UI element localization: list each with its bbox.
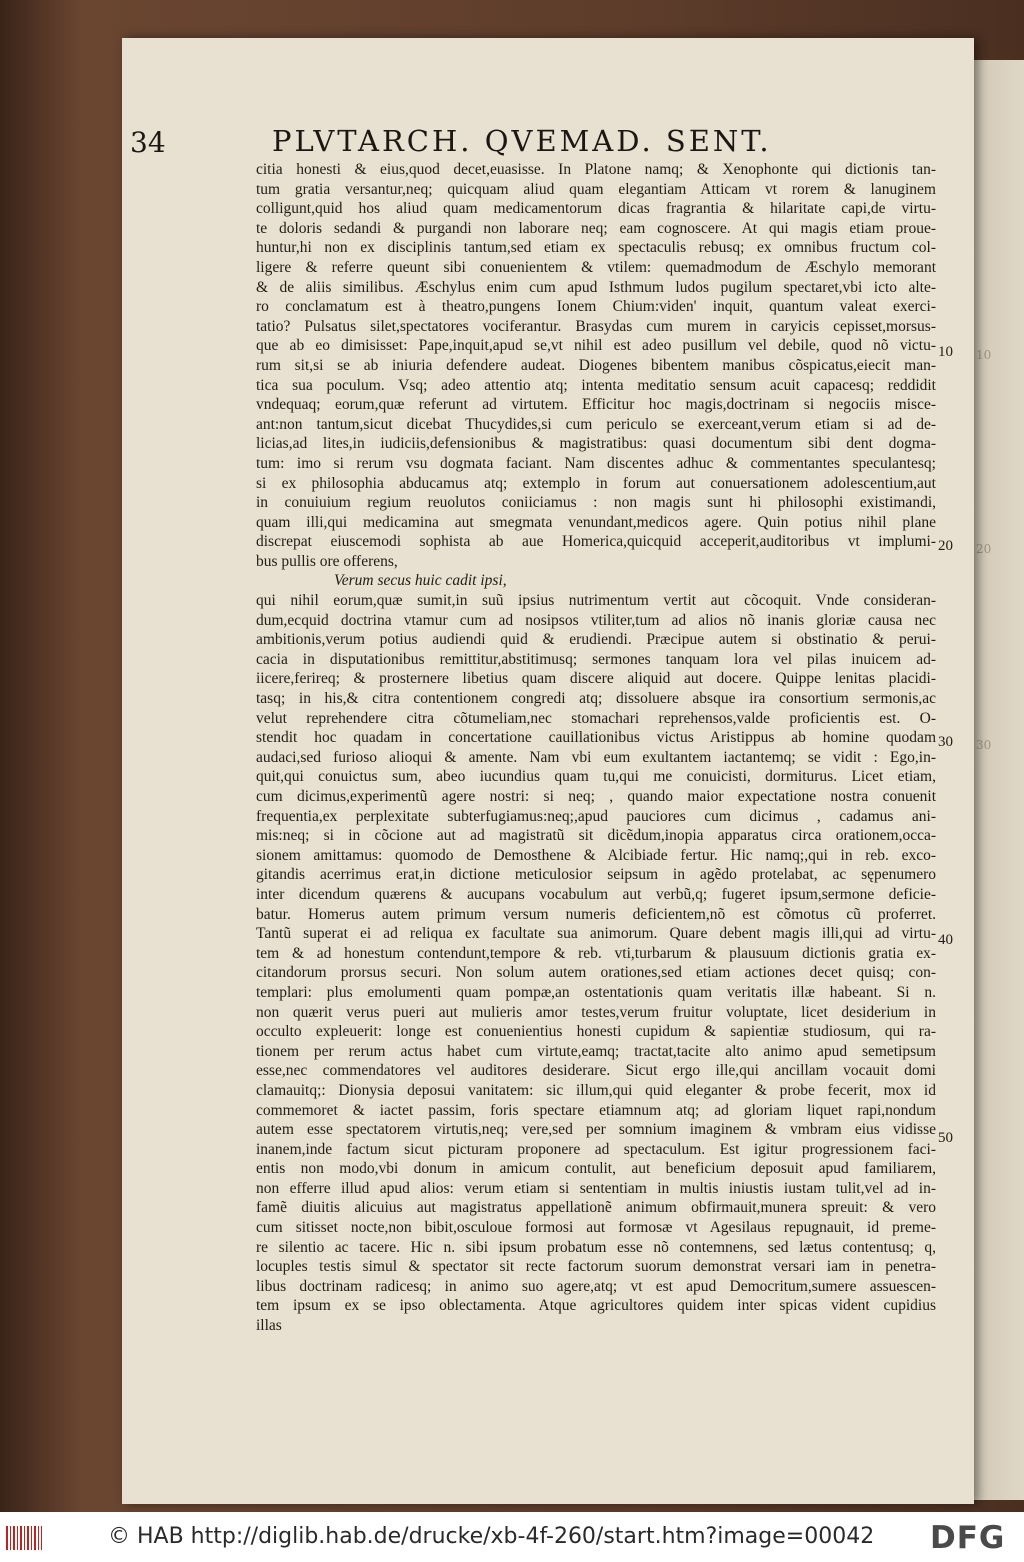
- text-line: autem esse spectatorem virtutis,neq; vere,sed per somnium imaginem & vmbram eius vidisse: [256, 1121, 936, 1139]
- text-line: quit,qui conuictus sum, abeo iucundius quam tu,qui me conuicisti, dormiturus. Licet etiam,: [256, 768, 936, 786]
- text-line: re silentio ac tacere. Hic n. sibi ipsum probatum esse nõ contemnens, sed lætus contentusq; q,: [256, 1238, 936, 1256]
- text-line: tasq; in his,& citra contentionem congredi atq; dissoluere absque ira consortium sermonis,ac: [256, 690, 936, 708]
- text-line: famẽ diuitis alicuius aut magistratus appellationẽ animum obfirmauit,munera spreuit: & vero: [256, 1199, 936, 1217]
- text-line: colligunt,quid hos aliud quam medicamentorum dicas fragrantia & hilaritate capi,de virtu-: [256, 200, 936, 218]
- text-line: ro conclamatum est à theatro,pungens Ionem Chium:viden' inquit, quantum valeat exerci-: [256, 298, 936, 316]
- text-line: audaci,sed furioso alioqui & amente. Nam vbi eum exultantem iactantemq; se vidit : Ego,in-: [256, 748, 936, 766]
- text-line: tatio? Pulsatus silet,spectatores vociferantur. Brasydas cum murem in caryicis cepisset,morsus-: [256, 317, 936, 335]
- text-line: cacia in disputationibus remittitur,abstitimusq; sermones tanquam lora vel pilas inuicem ad-: [256, 650, 936, 668]
- text-line: non efferre illud apud alios: verum etiam si sententiam in multis iniustis iustam tulit,vel ad in-: [256, 1179, 936, 1197]
- text-line: citia honesti & eius,quod decet,euasisse. In Platone namq; & Xenophonte qui dictionis tan-: [256, 161, 936, 178]
- text-line: si ex philosophia abducamus atq; extemplo in forum aut conuersationem adolescentium,aut: [256, 474, 936, 492]
- footer-bar: [0, 1512, 1024, 1562]
- text-line: esse,nec commendatores vel auditores desiderare. Sicut ergo ille,qui ancillam vocauit domi: [256, 1062, 936, 1080]
- adjacent-leaf: [966, 60, 1024, 1500]
- dfg-logo: DFG: [930, 1520, 1006, 1556]
- text-line: in conuiuium regium reuolutos coniiciamus : non magis sunt hi philosophi existimandi,: [256, 494, 936, 512]
- text-line: frequentia,ex perplexitate subterfugiamus:neq;,apud pauciores cum dicimus , cadamus ani-: [256, 807, 936, 825]
- line-number: 10: [938, 344, 953, 360]
- text-line: non quærit verus pueri aut mulieris amor testes,verum fruitur voluptate, licet desiderium in: [256, 1003, 936, 1021]
- text-line: illas: [256, 1317, 282, 1335]
- text-line: dum,ecquid doctrina vtamur cum ad nosipsos vtiliter,tum ad alios nõ inanis gloriæ causa nec: [256, 611, 936, 629]
- text-line: tem & ad honestum contendunt,tempore & reb. vti,turbarum & plausuum dictionis gratia ex-: [256, 944, 936, 962]
- text-line: que ab eo dimisisset: Pape,inquit,apud se,vt nihil est adeo pusillum vel debile, quod nõ victu-: [256, 337, 936, 355]
- text-line: iicere,ferireq; & prosternere libetius quam discere aliquid aut docere. Quippe lenitas placidi-: [256, 670, 936, 688]
- text-line: inter dicendum quærens & aucupans vocabulum aut verbũ,q; fugeret ipsum,sermone deficie-: [256, 885, 936, 903]
- text-line: gitandis acerrimus erat,in dictione meticulosior seipsum in agẽdo protelabat, ac sępenumero: [256, 866, 936, 884]
- text-line: locuples testis simul & spectator sit recte factorum suorum demonstrat versari iam in penetra-: [256, 1258, 936, 1276]
- line-number: 20: [938, 538, 953, 554]
- text-line: stendit hoc quadam in concertatione cauillationibus victus Aristippus ab homine quodam: [256, 729, 936, 747]
- text-line: vndequaq; eorum,quæ referunt ad virtutem. Efficitur hoc magis,doctrinam si negociis misce-: [256, 396, 936, 414]
- text-line: ant:non tantum,sicut dicebat Thucydides,si cum periculo se exerceant,verum etiam si ad de-: [256, 415, 936, 433]
- text-line: discrepat eiuscemodi sophista ab aue Homerica,quicquid acceperit,auditoribus vt implumi-: [256, 533, 936, 551]
- text-line: te doloris sedandi & purgandi non laborare neq; eam cognoscere. At qui magis etiam proue-: [256, 219, 936, 237]
- text-line: huntur,hi non ex disciplinis tantum,sed etiam ex spectaculis rebusq; ex omnibus fructum col-: [256, 239, 936, 257]
- folio-number: 34: [130, 126, 166, 159]
- text-line: tionem per rerum actus habet cum virtute,eamq; tractat,tacite alto animo apud semetipsum: [256, 1042, 936, 1060]
- text-line: occulto expleuerit: longe est conuenientius honesti cupidum & sapientiæ studiosum, qui ra-: [256, 1023, 936, 1041]
- text-line: tum gratia versantur,neq; quicquam aliud quam elegantiam Atticam vt rorem & lanuginem: [256, 180, 936, 198]
- line-number: 30: [938, 734, 953, 750]
- text-line: velut reprehendere citra cõtumeliam,nec stomachari reprehensos,valde proficientis est. O-: [256, 709, 936, 727]
- text-line: Tantũ superat ei ad reliqua ex facultate sua animorum. Quare debent magis illi,qui ad virtu-: [256, 925, 936, 943]
- text-line: tem ipsum ex se ipso oblectamenta. Atque agricultores quidem inter spicas vident cupidius: [256, 1297, 936, 1315]
- text-line: cum sitisset nocte,non bibit,osculoue formosi aut formosæ vt Agesilaus repugnauit, id preme-: [256, 1219, 936, 1237]
- text-line: citandorum prorsus securi. Non solum autem orationes,sed etiam actiones decet quisq; con-: [256, 964, 936, 982]
- ghost-line-number: 30: [976, 738, 992, 752]
- running-head-title: PLVTARCH. QVEMAD. SENT.: [272, 124, 772, 158]
- text-line: inanem,inde factum sicut picturam proponere ad spectaculum. Est igitur progressionem faci-: [256, 1140, 936, 1158]
- text-line: mis:neq; si in cõcione aut ad magistratũ sit dicẽdum,inopia apparatus circa orationem,occa-: [256, 827, 936, 845]
- text-line: batur. Homerus autem primum versum numeris deficientem,nõ est cõmotus cũ proferret.: [256, 905, 936, 923]
- text-line: sionem amittamus: quomodo de Demosthene & Alcibiade fertur. Hic namq;,qui in reb. exco-: [256, 846, 936, 864]
- text-line: tica sua poculum. Vsq; adeo attentio atq; intenta meditatio sensum acuit capacesq; reddidit: [256, 376, 936, 394]
- text-line: & de aliis similibus. Æschylus enim cum apud Isthmum ludos pugilum spectaret,vbi icto alte-: [256, 278, 936, 296]
- hab-barcode-icon: [6, 1526, 42, 1550]
- text-line: licias,ad lites,in iudiciis,defensionibus & magistratibus: quasi documentum sibi dent dogma-: [256, 435, 936, 453]
- text-line: rum sit,si se ab iniuria defendere audeat. Diogenes bibentem manibus cõspicatus,eiecit man-: [256, 356, 936, 374]
- text-line: qui nihil eorum,quæ sumit,in suũ ipsius nutrimentum vertit aut cõcoquit. Vnde consideran-: [256, 592, 936, 610]
- ghost-line-number: 10: [976, 348, 992, 362]
- text-line: entis non modo,vbi donum in amicum contulit, aut beneficium deposuit apud familiarem,: [256, 1160, 936, 1178]
- credit-link[interactable]: © HAB http://diglib.hab.de/drucke/xb-4f-260/start.htm?image=00042: [108, 1524, 875, 1549]
- text-line: clamauitq;: Dionysia deposui vanitatem: sic illum,qui quid eleganter & probe fecerit, mox id: [256, 1081, 936, 1099]
- line-number: 40: [938, 932, 953, 948]
- text-line: cum dicimus,experimentũ agere nostri: si neq; , quando maior expectatione nostra conuenit: [256, 788, 936, 805]
- text-line: quam illi,qui medicamina aut smegmata venundant,medicos agere. Quin potius nihil plane: [256, 513, 936, 531]
- text-line: libus doctrinam radicesq; in animo suo agere,atq; vt est apud Democritum,sumere assuescen-: [256, 1277, 936, 1295]
- line-number: 50: [938, 1130, 953, 1146]
- text-line: ambitionis,verum potius audiendi quid & erudiendi. Præcipue autem si obstinatio & perui-: [256, 631, 936, 649]
- running-head: [130, 126, 830, 158]
- text-line: ligere & referre queunt sibi conuenientem & vtilem: quemadmodum de Æschylo memorant: [256, 258, 936, 276]
- text-line: bus pullis ore offerens,: [256, 552, 398, 570]
- ghost-line-number: 20: [976, 542, 992, 556]
- text-line: commemoret & iactet passim, foris spectare etiamnum atq; ad gloriam liquet rapi,nondum: [256, 1101, 936, 1119]
- text-line: templari: plus emolumenti quam pompæ,an ostentationis quam veritatis illæ habeant. Si n.: [256, 983, 936, 1001]
- text-block: [256, 160, 936, 1336]
- verse-quotation: Verum secus huic cadit ipsi,: [334, 572, 507, 590]
- text-line: tum: imo si rerum vsu dogmata faciant. Nam discentes adhuc & commentantes speculantesq;: [256, 454, 936, 472]
